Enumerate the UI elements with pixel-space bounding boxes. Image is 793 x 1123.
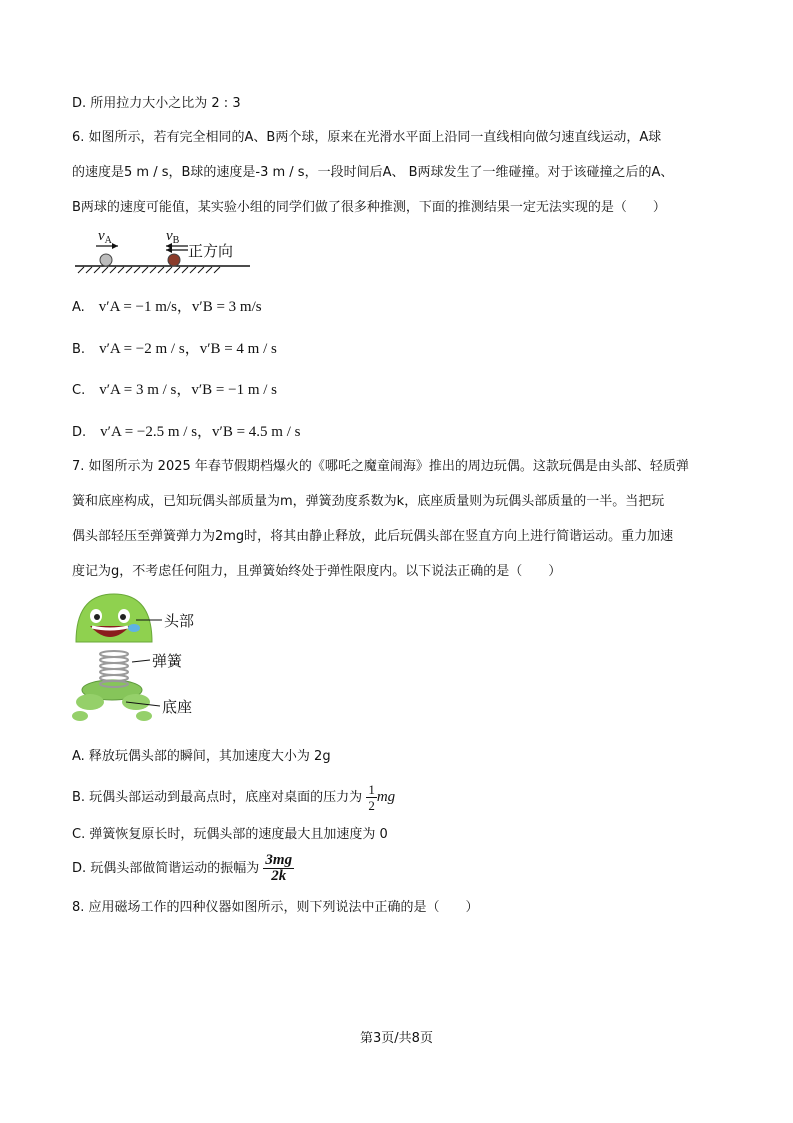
- option-text: v′A = 3 m / s，v′B = −1 m / s: [99, 382, 278, 398]
- fraction-one-half: [366, 782, 377, 813]
- option-letter: B.: [72, 342, 86, 357]
- label-spring: 弹簧: [152, 652, 183, 670]
- label-base: 底座: [162, 698, 193, 716]
- option-text: v′A = −2.5 m / s，v′B = 4.5 m / s: [100, 424, 301, 440]
- prev-option-d: D. 所用拉力大小之比为 2 : 3: [72, 96, 241, 111]
- option-b-prefix: B. 玩偶头部运动到最高点时，底座对桌面的压力为: [72, 790, 363, 805]
- q6-text-line2: 的速度是5 m / s，B球的速度是-3 m / s，一段时间后A、 B两球发生了一维碰撞。对于该碰撞之后的A、: [72, 165, 674, 180]
- option-letter: D.: [72, 425, 87, 440]
- page-footer: 第3页/共8页: [360, 1031, 433, 1046]
- q6-text-line1: 6. 如图所示，若有完全相同的A、B两个球，原来在光滑水平面上沿同一直线相向做匀速直线运动，A球: [72, 130, 662, 145]
- option-d-prefix: D. 玩偶头部做简谐运动的振幅为: [72, 861, 260, 876]
- q6-option-c: [72, 380, 277, 401]
- fraction-denominator: 2k: [271, 868, 287, 884]
- toy-spring: [100, 651, 128, 687]
- option-letter: C.: [72, 383, 86, 398]
- label-head: 头部: [164, 612, 195, 630]
- q7-text-line4: 度记为g，不考虑任何阻力，且弹簧始终处于弹性限度内。以下说法正确的是（ ）: [72, 564, 562, 579]
- label-va: $v_A$: [98, 228, 112, 246]
- option-text: v′A = −1 m/s，v′B = 3 m/s: [98, 299, 262, 315]
- q6-text-line3: B两球的速度可能值，某实验小组的同学们做了很多种推测，下面的推测结果一定无法实现的是（ ）: [72, 200, 666, 215]
- q6-collision-figure: [70, 226, 260, 276]
- label-vb: $v_B$: [166, 228, 180, 246]
- option-b-suffix: mg: [376, 789, 396, 805]
- label-positive-direction: 正方向: [188, 242, 234, 260]
- ball-b: [168, 254, 180, 266]
- option-text: v′A = −2 m / s，v′B = 4 m / s: [99, 341, 277, 357]
- q7-text-line3: 偶头部轻压至弹簧弹力为2mg时，将其由静止释放，此后玩偶头部在竖直方向上进行简谐运动。重力加速: [72, 529, 674, 544]
- q7-text-line1: 7. 如图所示为 2025 年春节假期档爆火的《哪吒之魔童闹海》推出的周边玩偶。这款玩偶是由头部、轻质弹: [72, 459, 689, 474]
- q6-option-b: [72, 339, 277, 360]
- q7-text-line2: 簧和底座构成，已知玩偶头部质量为m，弹簧劲度系数为k，底座质量则为玩偶头部质量的一半。当把玩: [72, 494, 665, 509]
- q6-option-a: [72, 297, 262, 318]
- q7-toy-figure: [70, 590, 210, 728]
- fraction-denominator: 2: [368, 798, 375, 813]
- q7-option-b: [72, 780, 395, 815]
- ball-a: [100, 254, 112, 266]
- q8-text-line1: 8. 应用磁场工作的四种仪器如图所示，则下列说法中正确的是（ ）: [72, 900, 479, 915]
- fraction-numerator: 3mg: [265, 852, 293, 868]
- fraction-amplitude: [263, 853, 294, 884]
- q6-option-d: [72, 422, 300, 443]
- option-letter: A.: [72, 300, 85, 315]
- q7-option-a: A. 释放玩偶头部的瞬间，其加速度大小为 2g: [72, 749, 331, 764]
- q7-option-d: [72, 852, 294, 886]
- q7-option-c: C. 弹簧恢复原长时，玩偶头部的速度最大且加速度为 0: [72, 827, 388, 842]
- fraction-numerator: 1: [368, 782, 375, 797]
